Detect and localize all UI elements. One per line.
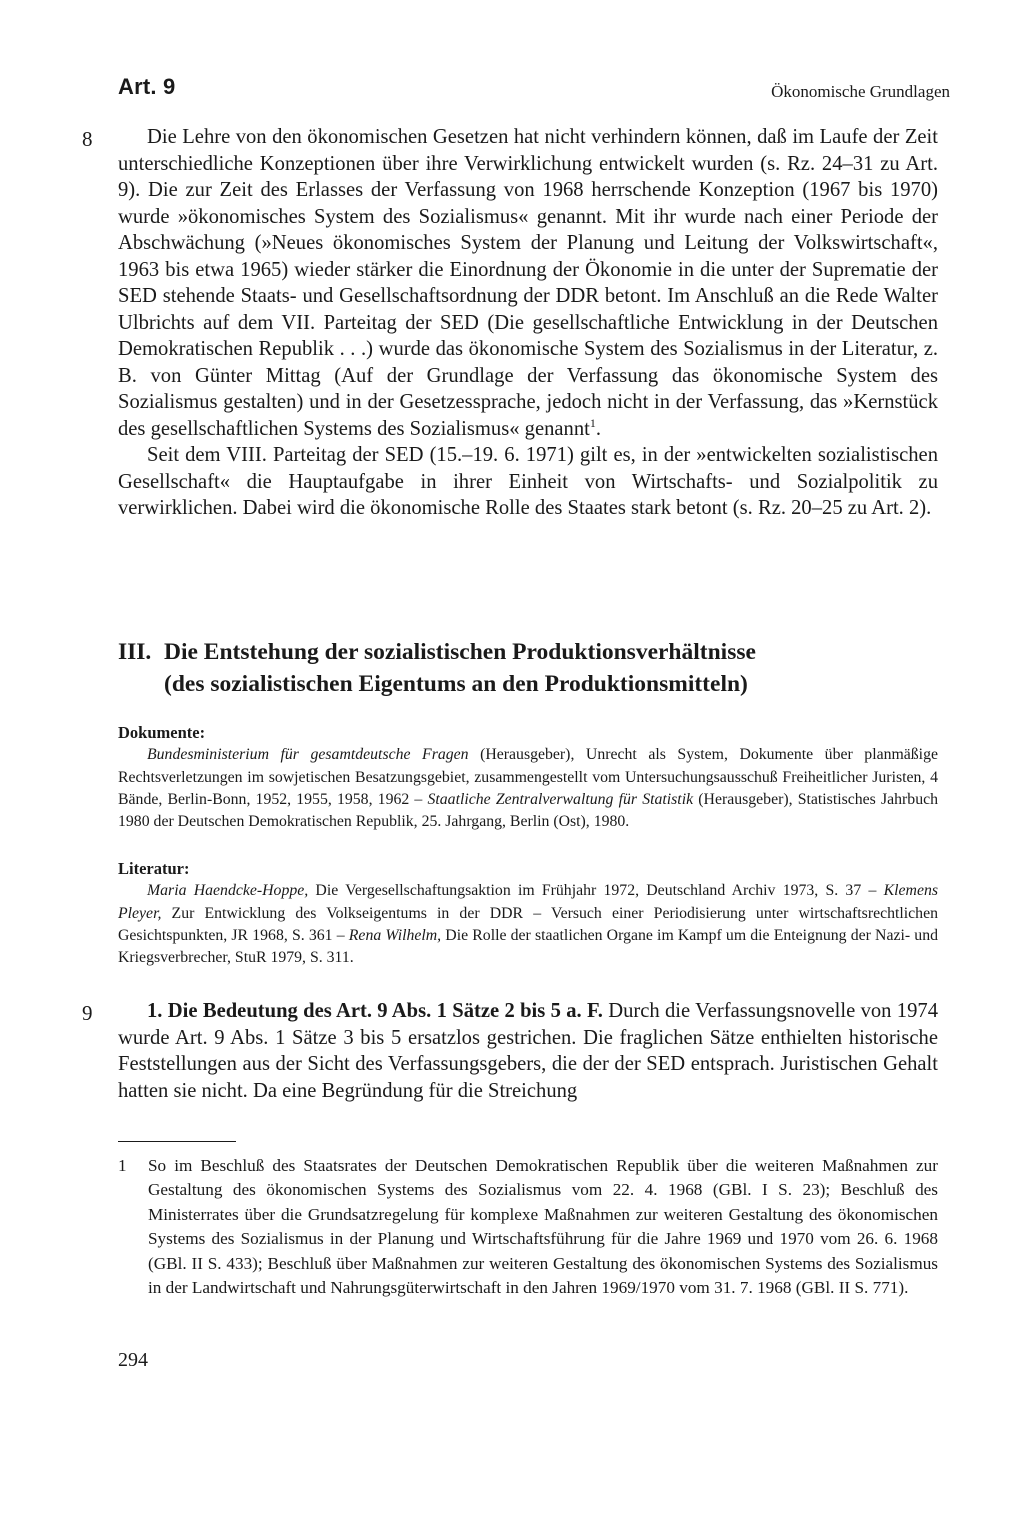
- section-title: Ökonomische Grundlagen: [771, 82, 950, 101]
- documents-text-2: (Herausgeber), Statistisches Jahrbuch 1980 der Deutschen Demokratischen Republik, 25. Jahrgang, Berlin (Ost), 1980.: [118, 790, 939, 831]
- paragraph-8-part-2: Seit dem VIII. Parteitag der SED (15.–19. 6. 1971) gilt es, in der »entwickelten sozialistischen Gesellschaft« die Hauptaufgabe in ihrer Einheit von Wirtschafts- und Sozialpolitik zu verwirklichen. Dabei wird die ökonomische Rolle des Staates stark betont (s. Rz. 20–25 zu Art. 2).: [118, 444, 938, 519]
- literature-text-2: Zur Entwicklung des Volkseigentums in der DDR – Versuch einer Periodisierung unter wirtschaftsrechtlichen Gesichtspunkten, JR 1968, S. 361 –: [118, 904, 938, 944]
- documents-text-1: (Herausgeber), Unrecht als System, Dokumente über planmäßige Rechtsverletzungen im sowjetischen Besatzungsgebiet, zusammengestellt vom Untersuchungsausschuß Freiheitlicher Juristen, 4 Bände, Berlin-Bonn, 1952, 1955, 1958, 1962 –: [118, 746, 938, 808]
- section-heading: [118, 636, 938, 700]
- literature-author-2: Klemens Pleyer,: [118, 882, 938, 922]
- documents-author-1: Bundesministerium für gesamtdeutsche Fragen: [147, 746, 469, 764]
- paragraph-8-text: Die Lehre von den ökonomischen Gesetzen hat nicht verhindern können, daß im Laufe der Zeit unterschiedliche Konzeptionen über ihre Verwirklichung entwickelt wurden (s. Rz. 24–31 zu Art. 9). Die zur Zeit des Erlasses der Verfassung von 1968 herrschende Konzeption (1967 bis 1970) wurde »ökonomisches System des Sozialismus« genannt. Mit ihr wurde nach einer Periode der Abschwächung (»Neues ökonomisches System der Planung und Leitung der Volkswirtschaft«, 1963 bis etwa 1965) wieder stärker die Einordnung der Ökonomie in die unter der Suprematie der SED stehende Staats- und Gesellschaftsordnung der DDR betont. Im Anschluß an die Rede Walter Ulbrichts auf dem VII. Parteitag der SED (Die gesellschaftliche Entwicklung in der Deutschen Demokratischen Republik . . .) wurde das ökonomische System des Sozialismus in der Literatur, z. B. von Günter Mittag (Auf der Grundlage der Verfassung das ökonomische System des Sozialismus gestalten) und in der Gesetzessprache, jedoch nicht in der Verfassung, das »Kernstück des gesellschaftlichen Systems des Sozialismus« genannt: [118, 126, 938, 440]
- footnote-divider: [118, 1141, 236, 1142]
- literature-text-1: Die Vergesellschaftungsaktion im Frühjahr 1972, Deutschland Archiv 1973, S. 37 –: [308, 882, 884, 900]
- footnote-reference: 1: [589, 415, 596, 430]
- section-heading-line-2: (des sozialistischen Eigentums an den Produktionsmitteln): [164, 671, 748, 697]
- running-head: [118, 74, 950, 108]
- paragraph-8-end: .: [595, 417, 602, 440]
- footnote-1: [118, 1154, 938, 1300]
- literature-text-3: Die Rolle der staatlichen Organe im Kampf um die Enteignung der Nazi- und Kriegsverbrecher, StuR 1979, S. 311.: [118, 926, 938, 967]
- paragraph-8-part-1: [118, 124, 938, 442]
- documents-author-2: Staatliche Zentralverwaltung für Statistik: [427, 790, 694, 808]
- margin-number-9: 9: [82, 1001, 93, 1025]
- paragraph-8: [118, 124, 938, 522]
- literature-label: Literatur:: [118, 859, 190, 878]
- paragraph-9: [118, 998, 938, 1104]
- literature-author-1: Maria Haendcke-Hoppe,: [147, 882, 309, 900]
- documents-block: [118, 722, 938, 833]
- section-number: III.: [118, 639, 152, 665]
- literature-author-3: Rena Wilhelm,: [348, 926, 442, 944]
- margin-number-8: 8: [82, 127, 93, 151]
- documents-label: Dokumente:: [118, 723, 206, 742]
- paragraph-9-lead: 1. Die Bedeutung des Art. 9 Abs. 1 Sätze 2 bis 5 a. F.: [147, 1000, 603, 1022]
- literature-entry: [118, 880, 938, 969]
- documents-entry: [118, 744, 938, 833]
- page-number: 294: [118, 1349, 148, 1371]
- literature-block: [118, 858, 938, 969]
- footnote-text: So im Beschluß des Staatsrates der Deutschen Demokratischen Republik über die weiteren Maßnahmen zur Gestaltung des ökonomischen Systems des Sozialismus vom 22. 4. 1968 (GBl. I S. 23); Beschluß des Ministerrates über die Grundsatzregelung für komplexe Maßnahmen zur weiteren Gestaltung des ökonomischen Systems des Sozialismus in der Planung und Wirtschaftsführung für die Jahre 1969 und 1970 vom 26. 6. 1968 (GBl. II S. 433); Beschluß über Maßnahmen zur weiteren Gestaltung des ökonomischen Systems des Sozialismus in der Landwirtschaft und Nahrungsgüterwirtschaft in den Jahren 1969/1970 vom 31. 7. 1968 (GBl. II S. 771).: [148, 1156, 938, 1298]
- paragraph-9-body: Durch die Verfassungsnovelle von 1974 wurde Art. 9 Abs. 1 Sätze 3 bis 5 ersatzlos gestrichen. Die fraglichen Sätze enthielten historische Feststellungen aus der Sicht des Verfassungsgebers, die der der SED entsprach. Juristischen Gehalt hatten sie nicht. Da eine Begründung für die Streichung: [118, 1000, 938, 1102]
- article-label: Art. 9: [118, 74, 176, 99]
- section-heading-line-1: Die Entstehung der sozialistischen Produktionsverhältnisse: [164, 639, 756, 665]
- paragraph-9-text: [118, 998, 938, 1104]
- footnote-number: 1: [118, 1156, 127, 1175]
